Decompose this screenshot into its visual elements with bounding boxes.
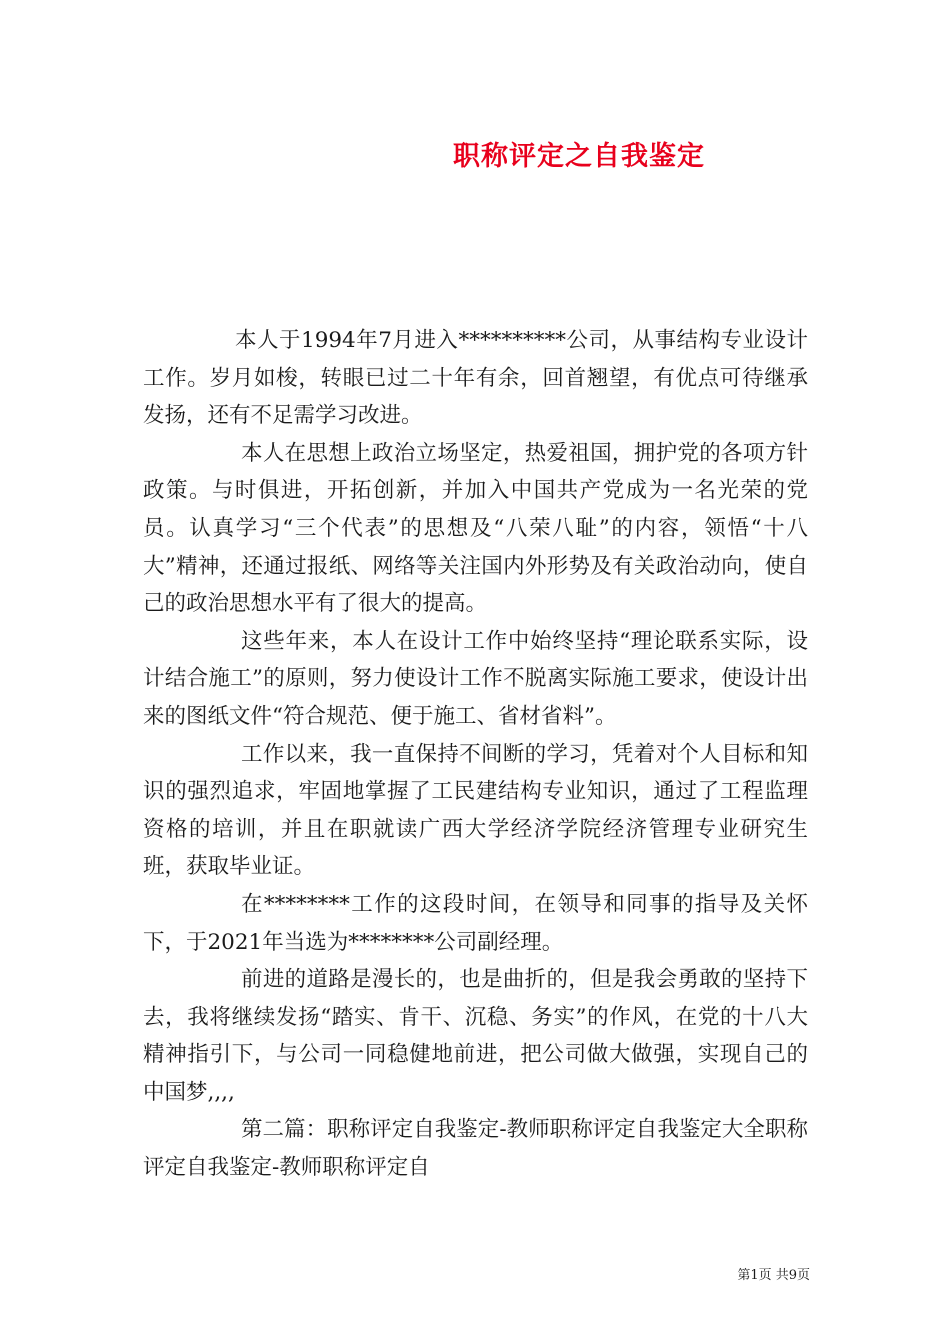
paragraph-1: 本人于1994年7月进入**********公司，从事结构专业设计工作。岁月如梭，转眼已过二十年有余，回首翘望，有优点可待继承发扬，还有不足需学习改进。 bbox=[143, 328, 808, 429]
paragraph-7: 第二篇：职称评定自我鉴定-教师职称评定自我鉴定大全职称评定自我鉴定-教师职称评定自 bbox=[143, 1117, 808, 1181]
document-body bbox=[143, 322, 808, 1187]
paragraph-4: 工作以来，我一直保持不间断的学习，凭着对个人目标和知识的强烈追求，牢固地掌握了工民建结构专业知识，通过了工程监理资格的培训，并且在职就读广西大学经济学院经济管理专业研究生班，获取毕业证。 bbox=[143, 741, 808, 880]
page-number-footer: 第1页 共9页 bbox=[737, 1268, 810, 1283]
paragraph-3: 这些年来，本人在设计工作中始终坚持“理论联系实际，设计结合施工”的原则，努力使设计工作不脱离实际施工要求，使设计出来的图纸文件“符合规范、便于施工、省材省料”。 bbox=[143, 628, 808, 729]
paragraph-5: 在********工作的这段时间，在领导和同事的指导及关怀下，于2021年当选为********公司副经理。 bbox=[143, 891, 808, 955]
paragraph-2: 本人在思想上政治立场坚定，热爱祖国，拥护党的各项方针政策。与时俱进，开拓创新，并加入中国共产党成为一名光荣的党员。认真学习“三个代表”的思想及“八荣八耻”的内容，领悟“十八大”精神，还通过报纸、网络等关注国内外形势及有关政治动向，使自己的政治思想水平有了很大的提高。 bbox=[143, 440, 808, 617]
document-title: 职称评定之自我鉴定 bbox=[453, 141, 705, 172]
paragraph-6: 前进的道路是漫长的，也是曲折的，但是我会勇敢的坚持下去，我将继续发扬“踏实、肯干、沉稳、务实”的作风，在党的十八大精神指引下，与公司一同稳健地前进，把公司做大做强，实现自己的中国梦,,,, bbox=[143, 967, 808, 1105]
